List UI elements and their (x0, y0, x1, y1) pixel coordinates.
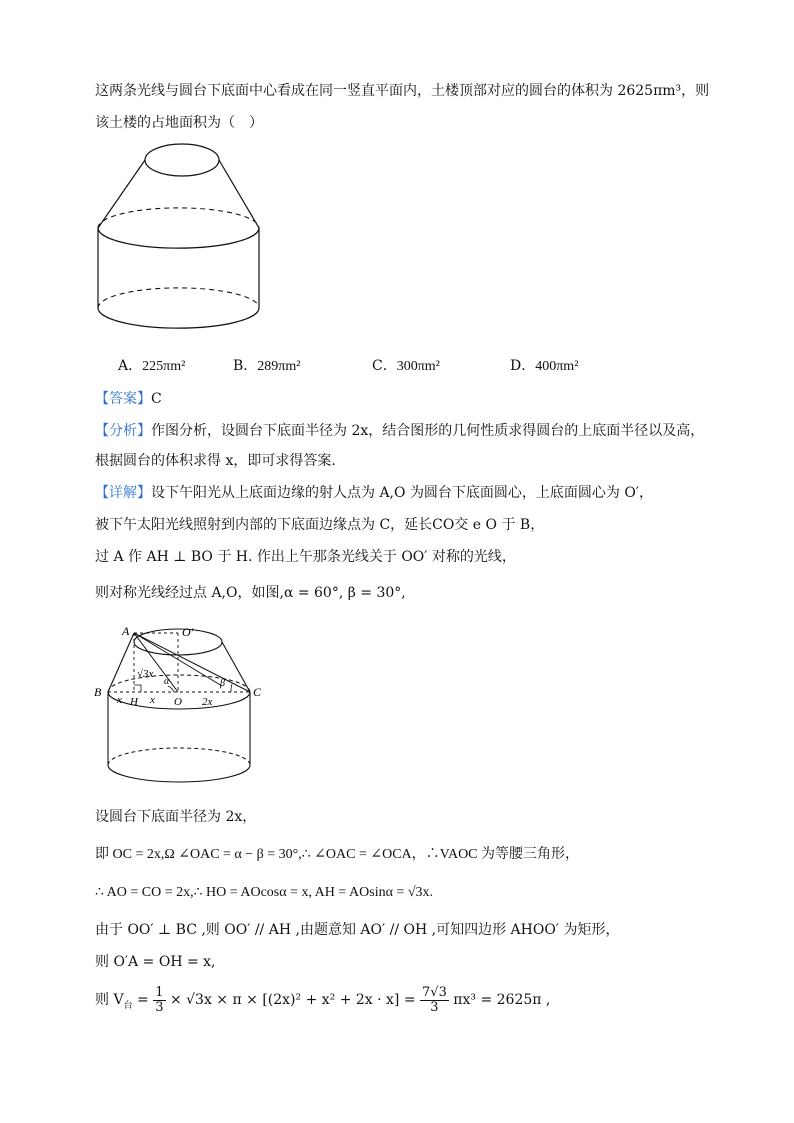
answer-tag: 【答案】 (95, 391, 151, 407)
solution-line-2: 即 OC = 2x,Ω ∠OAC = α − β = 30°,∴ ∠OAC = ∠OCA，∴VAOC 为等腰三角形， (95, 847, 580, 862)
label-C: C (253, 685, 262, 699)
choice-d[interactable] (510, 355, 578, 375)
solution-line-6 (95, 983, 550, 1023)
choice-b-value: 289πm² (257, 359, 301, 374)
label-O-prime: O′ (182, 625, 194, 639)
choice-c[interactable] (372, 355, 440, 375)
label-O: O (174, 696, 182, 708)
figure-annotated-frustum (92, 620, 272, 795)
analysis-tag: 【分析】 (95, 423, 151, 439)
fraction-seven-root3-num: 7√3 (422, 984, 447, 1000)
detail-tag: 【详解】 (95, 485, 151, 501)
choice-d-value: 400πm² (535, 359, 579, 374)
figure-frustum-cylinder (92, 138, 272, 353)
choice-c-label: C． (372, 358, 397, 374)
label-2x: 2x (202, 696, 213, 708)
volume-prefix: 则 V (95, 992, 124, 1008)
label-alpha: α (164, 676, 170, 687)
solution-line-4: 由于 OO′ ⊥ BC ,则 OO′ // AH ,由题意知 AO′ // OH ,可知四边形 AHOO′ 为矩形， (95, 922, 620, 938)
detail-line-2: 被下午太阳光线照射到内部的下底面边缘点为 C，延长CO交 e O 于 B， (95, 517, 545, 533)
choice-a-value: 225πm² (142, 359, 186, 374)
fraction-one-third (153, 986, 165, 1015)
analysis-line-1 (95, 422, 704, 440)
detail-line-1 (95, 484, 653, 502)
solution-line-1: 设圆台下底面半径为 2x， (95, 809, 257, 825)
label-H: H (130, 696, 138, 708)
choice-b-label: B． (233, 358, 258, 374)
choice-b[interactable] (233, 355, 300, 375)
volume-middle: × √3x × π × [(2x)² + x² + 2x · x] = (165, 992, 421, 1008)
solution-line-3: ∴ AO = CO = 2x,∴ HO = AOcosα = x, AH = AOsinα = √3x. (95, 885, 434, 900)
answer-line (95, 390, 162, 408)
fraction-one-third-den: 3 (155, 999, 164, 1015)
volume-subscript: 台 (123, 1000, 133, 1011)
label-B: B (94, 685, 102, 699)
choice-c-value: 300πm² (396, 359, 440, 374)
label-A: A (122, 624, 130, 638)
label-x-1: x (117, 694, 122, 706)
volume-eq: = (132, 992, 154, 1008)
choice-a[interactable] (118, 355, 185, 375)
label-beta: β (220, 678, 225, 689)
choice-a-label: A． (118, 358, 143, 374)
answer-value: C (151, 391, 162, 407)
question-line-1: 这两条光线与圆台下底面中心看成在同一竖直平面内，土楼顶部对应的圆台的体积为 2625πm³，则 (95, 83, 710, 99)
fraction-seven-root3-den: 3 (430, 999, 439, 1015)
choice-d-label: D． (510, 358, 536, 374)
fraction-seven-root3 (420, 986, 449, 1015)
analysis-text-1: 作图分析，设圆台下底面半径为 2x，结合图形的几何性质求得圆台的上底面半径以及高， (151, 423, 705, 439)
question-line-2: 该土楼的占地面积为（ ） (95, 115, 263, 131)
detail-line-3: 过 A 作 AH ⊥ BO 于 H. 作出上午那条光线关于 OO′ 对称的光线， (95, 549, 516, 565)
solution-line-5: 则 O′A = OH = x, (95, 954, 216, 970)
label-sqrt3x: √3x (137, 668, 154, 680)
label-x-2: x (150, 694, 155, 706)
fraction-one-third-num: 1 (155, 984, 164, 1000)
detail-line-4: 则对称光线经过点 A,O，如图,α = 60°, β = 30°, (95, 585, 406, 601)
analysis-line-2: 根据圆台的体积求得 x，即可求得答案. (95, 453, 336, 469)
volume-end: πx³ = 2625π , (448, 992, 551, 1008)
detail-text-1: 设下午阳光从上底面边缘的射人点为 A,O 为圆台下底面圆心，上底面圆心为 O′， (151, 485, 654, 501)
